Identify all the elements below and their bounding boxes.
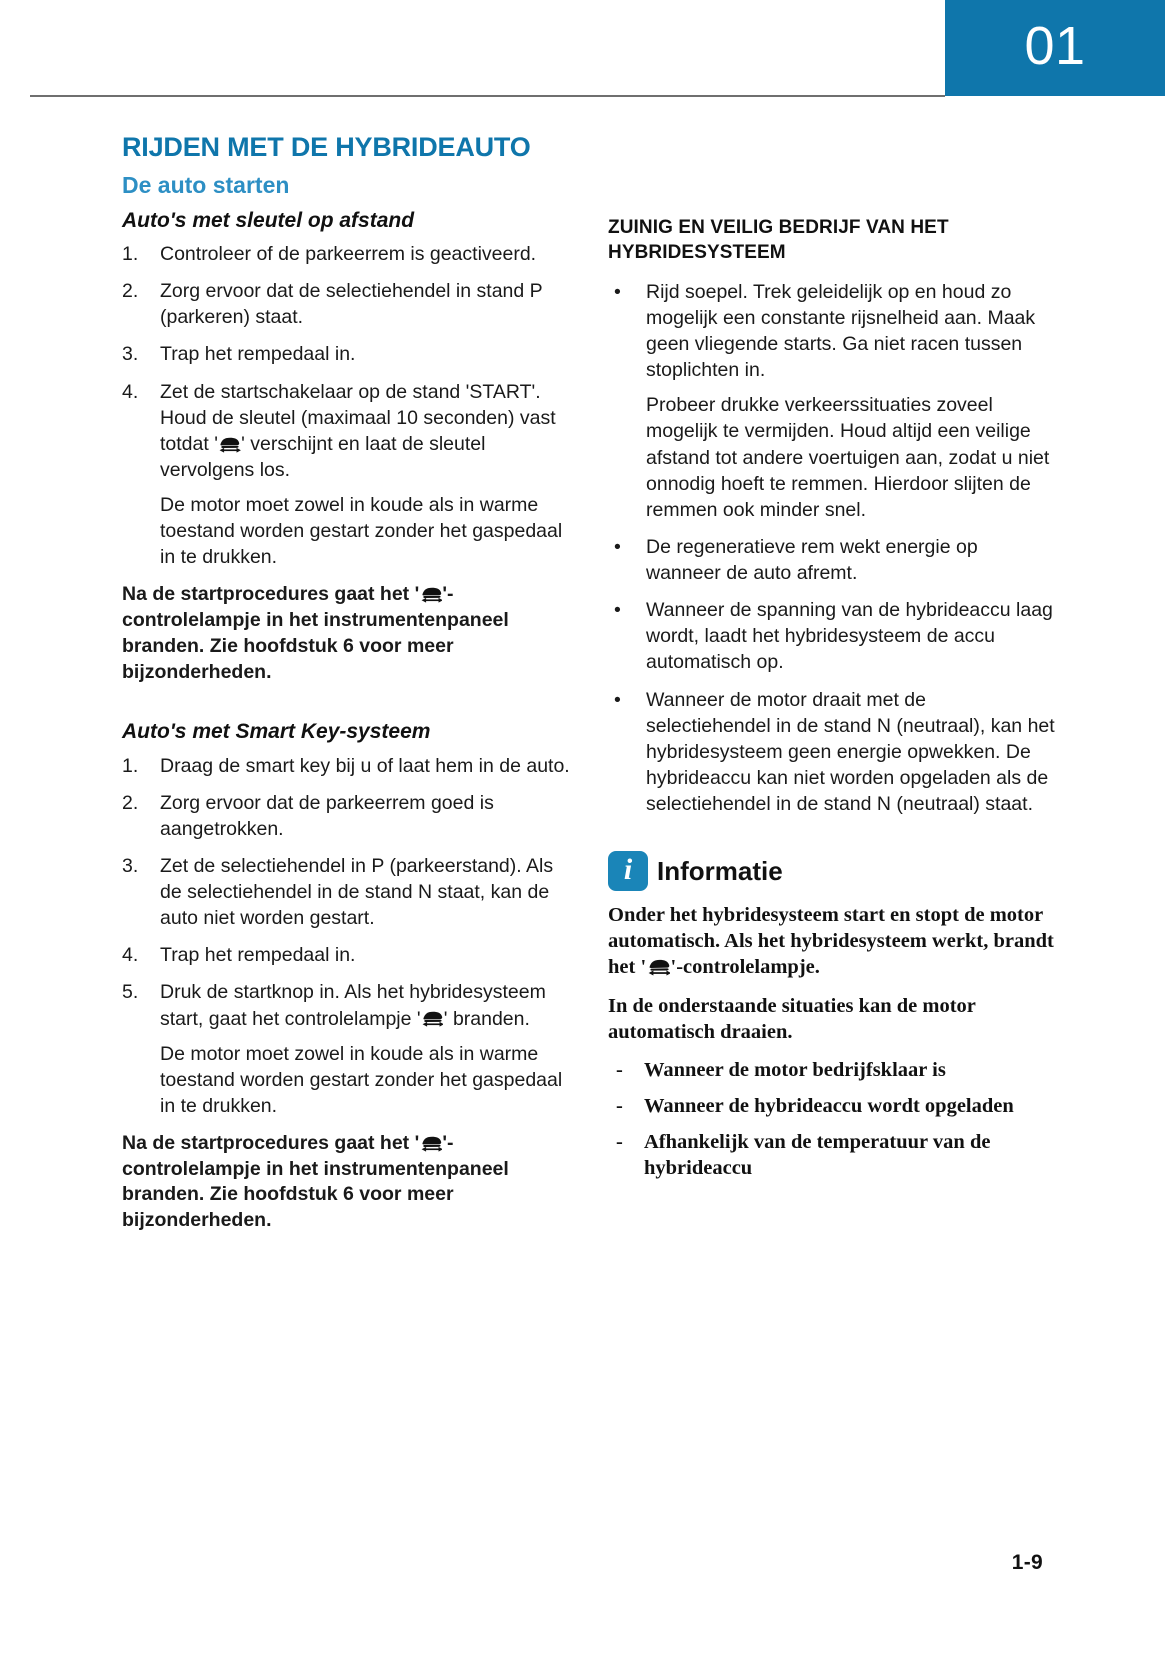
section-heading-efficient-safe-operation: ZUINIG EN VEILIG BEDRIJF VAN HET HYBRIDESYSTEEM: [608, 217, 949, 263]
list-item: [608, 1094, 1056, 1120]
step-text-before-icon: Druk de startknop in. Als het hybridesysteem start, gaat het controlelampje ': [160, 981, 546, 1030]
list-item: [608, 1130, 1056, 1182]
step-marker: 1.: [122, 243, 139, 266]
step-marker: 3.: [122, 854, 139, 877]
bullet-text: Rijd soepel. Trek geleidelijk op en houd zo mogelijk een constante rijsnelheid aan. Maak geen vliegende starts. Ga niet racen tussen stoplichten in.: [646, 280, 1036, 382]
list-item: [122, 753, 570, 779]
list-item: [608, 1058, 1056, 1084]
remote-key-steps: [122, 241, 570, 570]
bullet-marker: •: [614, 599, 621, 622]
dash-marker: -: [616, 1131, 623, 1154]
section-heading-de-auto-starten: De auto starten: [122, 172, 290, 199]
smart-key-steps: [122, 753, 570, 1120]
step-marker: 1.: [122, 754, 139, 777]
step-text: Controleer of de parkeerrem is geactiveerd.: [160, 243, 537, 266]
step-marker: 2.: [122, 791, 139, 814]
hybrid-car-indicator-icon: [420, 585, 442, 605]
bullet-text: Wanneer de spanning van de hybrideaccu laag wordt, laadt het hybridesysteem de accu automatisch op.: [646, 599, 1053, 674]
step-marker: 2.: [122, 280, 139, 303]
list-item: [122, 241, 570, 267]
efficiency-bullets: [608, 279, 1056, 817]
note-text-before-icon: Na de startprocedures gaat het ': [122, 1132, 420, 1155]
step-text: Zet de selectiehendel in P (parkeerstand). Als de selectiehendel in de stand N staat, kan de auto niet worden gestart.: [160, 854, 554, 930]
step-text-before-icon: Zet de startschakelaar op de stand 'START'. Houd de sleutel (maximaal 10 seconden) vast totdat ': [160, 380, 556, 455]
info-paragraph-2: In de onderstaande situaties kan de motor automatisch draaien.: [608, 994, 976, 1043]
subsection-heading-remote-key: Auto's met sleutel op afstand: [122, 208, 415, 232]
remote-key-note: [122, 582, 570, 685]
info-icon: [608, 851, 648, 891]
list-item: [122, 790, 570, 842]
hybrid-car-indicator-icon: [218, 435, 240, 455]
dash-marker: -: [616, 1095, 623, 1118]
list-item: [122, 379, 570, 571]
two-column-layout: [122, 172, 1060, 1234]
information-callout-header: [608, 851, 1056, 891]
dash-text: Wanneer de hybrideaccu wordt opgeladen: [644, 1095, 1014, 1118]
step-marker: 5.: [122, 981, 139, 1004]
chapter-number: 01: [1024, 16, 1086, 76]
step-text-after-icon: ' verschijnt en laat de sleutel vervolgens los.: [160, 432, 486, 481]
step-text-after-icon: ' branden.: [443, 1007, 530, 1030]
hybrid-car-indicator-icon: [420, 1134, 442, 1154]
step-text: Zorg ervoor dat de parkeerrem goed is aangetrokken.: [160, 791, 494, 840]
chapter-tab: [945, 0, 1165, 96]
step-text: Trap het rempedaal in.: [160, 343, 356, 366]
list-item: [608, 687, 1056, 818]
list-item: [122, 278, 570, 330]
information-callout: [608, 851, 1056, 1181]
hybrid-car-indicator-icon: [421, 1009, 443, 1029]
bullet-text: De regeneratieve rem wekt energie op wanneer de auto afremt.: [646, 535, 978, 585]
bullet-text: Wanneer de motor draait met de selectiehendel in de stand N (neutraal), kan het hybridesysteem geen energie opwekken. De hybrideaccu kan niet worden opgeladen als de selectiehendel in de stand N (neutraal) staat.: [646, 688, 1055, 816]
step-marker: 4.: [122, 380, 139, 403]
step-sub-paragraph: De motor moet zowel in koude als in warme toestand worden gestart zonder het gaspedaal in te drukken.: [160, 494, 563, 569]
bullet-marker: •: [614, 280, 621, 303]
page-title: RIJDEN MET DE HYBRIDEAUTO: [122, 132, 531, 162]
list-item: [608, 534, 1056, 586]
step-marker: 3.: [122, 343, 139, 366]
header-divider: [30, 95, 945, 97]
information-callout-body: [608, 903, 1056, 1181]
list-item: [122, 942, 570, 968]
step-text: Zorg ervoor dat de selectiehendel in stand P (parkeren) staat.: [160, 280, 543, 329]
dash-text: Afhankelijk van de temperatuur van de hybrideaccu: [644, 1131, 991, 1179]
left-column: [122, 172, 570, 1234]
list-item: [122, 341, 570, 367]
dash-marker: -: [616, 1059, 623, 1082]
bullet-sub-paragraph: Probeer drukke verkeerssituaties zoveel mogelijk te vermijden. Houd altijd een veilige afstand tot andere voertuigen aan, zodat u niet onnodig hoeft te remmen. Hierdoor slijten de remmen ook minder snel.: [646, 394, 1050, 521]
step-text: Trap het rempedaal in.: [160, 944, 356, 967]
page-content: [122, 132, 1060, 1234]
list-item: [122, 979, 570, 1119]
list-item: [608, 597, 1056, 675]
info-paragraph-1: [608, 903, 1056, 980]
hybrid-car-indicator-icon: [647, 957, 671, 978]
bullet-marker: •: [614, 688, 621, 711]
list-item: [122, 853, 570, 931]
smart-key-note: [122, 1131, 570, 1234]
bullet-marker: •: [614, 535, 621, 558]
page-number: 1-9: [1011, 1551, 1043, 1574]
info-icon-letter: i: [623, 852, 633, 886]
info-dash-list: [608, 1058, 1056, 1181]
information-callout-title: Informatie: [657, 856, 783, 887]
info-text-before-icon: Onder het hybridesysteem start en stopt de motor automatisch. Als het hybridesysteem werkt, brandt het ': [608, 904, 1054, 978]
info-text-after-icon: '-controlelampje.: [670, 955, 820, 978]
dash-text: Wanneer de motor bedrijfsklaar is: [644, 1059, 946, 1082]
note-text-after-icon: '-controlelampje in het instrumentenpaneel branden. Zie hoofdstuk 6 voor meer bijzonderheden.: [122, 583, 509, 683]
subsection-heading-smart-key: Auto's met Smart Key-systeem: [122, 720, 431, 744]
list-item: [608, 279, 1056, 523]
note-text-after-icon: '-controlelampje in het instrumentenpaneel branden. Zie hoofdstuk 6 voor meer bijzonderheden.: [122, 1132, 509, 1232]
right-column: [608, 172, 1056, 1191]
note-text-before-icon: Na de startprocedures gaat het ': [122, 583, 420, 606]
step-sub-paragraph: De motor moet zowel in koude als in warme toestand worden gestart zonder het gaspedaal in te drukken.: [160, 1042, 563, 1117]
step-text: Draag de smart key bij u of laat hem in de auto.: [160, 754, 570, 777]
step-marker: 4.: [122, 944, 139, 967]
